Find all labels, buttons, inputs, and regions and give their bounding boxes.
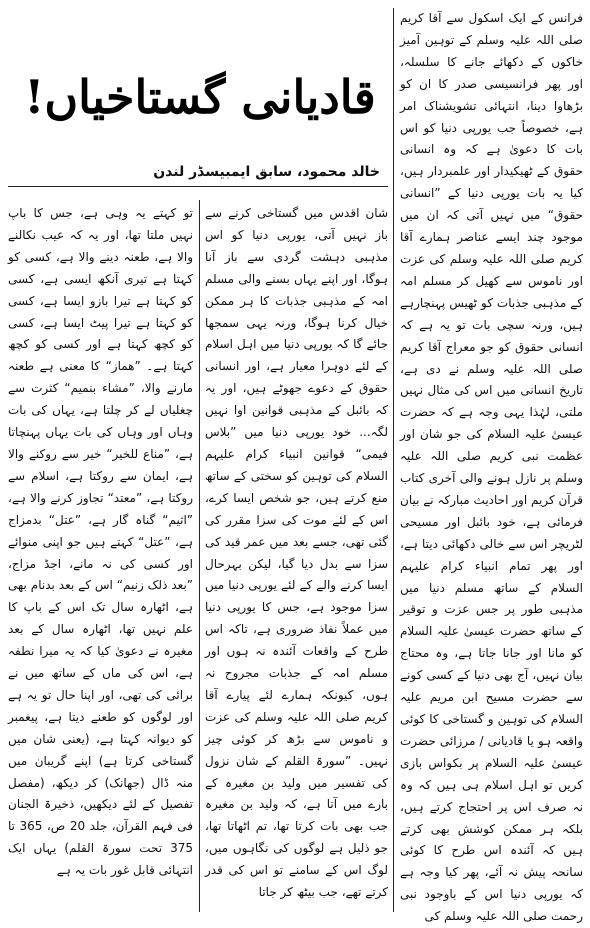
column-divider: [393, 8, 394, 912]
article-column-right: [400, 8, 583, 924]
article-column-left: [8, 203, 193, 916]
column-divider: [199, 200, 200, 912]
article-byline: خالد محمود، سابق ایمبیسڈر لندن: [153, 164, 380, 180]
column-text: فرانس کے ایک اسکول سے آقا کریم صلی اللہ علیہ وسلم کے توہین آمیز خاکوں کے دکھائے جانے کا سلسلہ، اور پھر فرانسیسی صدر کا ان کو بڑھاوا دینا، انتہائی تشویشناک امر ہے، خصوصاً جب یورپی دنیا کو اس بات کا دعویٰ ہے کہ وہ انسانی حقوق کے ٹھیکیدار اور علمبردار ہیں، کیا یہ بات یورپی دنیا کے ”انسانی حقوق“ میں نہیں آتی کہ ان میں موجود چند ایسے عناصر ہمارے آقا کریم صلی اللہ علیہ وسلم کی عزت اور ناموس سے کھیل کر مسلم امہ کے مذہبی جذبات کو ٹھیس پہنچارہے ہیں، ورنہ سچی بات تو یہ ہے کہ انسانی حقوق کو جو معراج آقا کریم صلی اللہ علیہ وسلم نے دی ہے، تاریخ انسانی میں اس کی مثال نہیں ملتی، لہٰذا یہی وجہ ہے کہ حضرت عیسیٰ علیہ السلام کی جو شان اور عظمت نبی کریم صلی اللہ علیہ وسلم پر نازل ہونے والی آخری کتاب قرآن کریم اور احادیث مبارکہ نے بیان فرمائی ہے، خود بائبل اور مسیحی لٹریچر اس سے خالی دکھائی دیتا ہے، اور پھر تمام انبیاء کرام علیہم السلام کے ساتھ مسلم دنیا میں مذہبی طور پر جس عزت و توقیر کے ساتھ حضرت عیسیٰ علیہ السلام کو مانا اور جانا جاتا ہے، وہ محتاج بیان نہیں، آج بھی دنیا کے کسی کونے سے حضرت مسیح ابن مریم علیہ السلام کی توہین و گستاخی کا کوئی واقعہ ہو یا قادیانی / مرزائی حضرت عیسیٰ علیہ السلام پر بکواس بازی کریں تو اہل اسلام ہی ہیں کہ وہ نہ صرف اس پر احتجاج کرتے ہیں، بلکہ ہر ممکن کوشش بھی کرتے ہیں کہ آئندہ اس طرح کا کوئی سانحہ پیش نہ آئے، پھر کیا وجہ ہے کہ یورپی دنیا اس کے باوجود نبی رحمت صلی اللہ علیہ وسلم کی: [400, 11, 583, 924]
article-headline: قادیانی گستاخیاں!: [24, 70, 376, 124]
byline-divider: [8, 186, 388, 187]
column-text: تو کہتے یہ وہی ہے، جس کا باپ نہیں ملتا تھا، اور یہ کہ عیب نکالنے والا ہے، طعنہ دینے والا ہے، کسی کو کہتا ہے تیری آنکھ ایسی ہے، کسی کو کہتا ہے تیرا بازو ایسا ہے، کسی کو کہتا ہے تیرا پیٹ ایسا ہے، کسی کو کچھ کہتا ہے اور کسی کو کچھ کہتا ہے۔ ”ھماز“ کا معنی ہے طعنہ مارنے والا، ”مشاء بنمیم“ کثرت سے چغلیاں لے کر چلتا ہے، یہاں کی بات وہاں اور وہاں کی بات یہاں پہنچاتا ہے، ”مناع للخیر“ خیر سے روکنے والا ہے، ایمان سے روکتا ہے، اسلام سے روکتا ہے، ”معتد“ تجاوز کرنے والا ہے، ”اثیم“ گناہ گار ہے، ”عتل“ بدمزاج ہے، ”عتل“ کہتے ہیں جو اپنی منوائے اور کسی کی نہ مانے، اجڈ مزاج، ”بعد ذلک زنیم“ اس کے بعد بدنام بھی ہے، اٹھارہ سال تک اس کے باپ کا علم نہیں تھا، اٹھارہ سال کے بعد مغیرہ نے دعویٰ کیا کہ یہ میرا نطفہ ہے، اس کی ماں کے ساتھ میں نے برائی کی تھی، اور اپنا حال تو یہ ہے اور لوگوں کو طعنے دیتا ہے، پیغمبر کو دیوانہ کہتا ہے، (یعنی شان میں گستاخی کرتا ہے) اپنے گریبان میں منہ ڈال (جھانک) کر دیکھ، (مفصل تفصیل کے لئے دیکھیں، ذخیرۃ الجنان فی فہم القرآن، جلد 20 ص، 365 تا 375 تحت سورۃ القلم) یہاں ایک انتہائی قابل غور بات یہ ہے: [8, 206, 194, 878]
article-column-middle: [205, 203, 388, 916]
column-text: شان اقدس میں گستاخی کرنے سے باز نہیں آتی، یورپی دنیا کو اس مذہبی دہشت گردی سے باز آنا ہوگا، اور اپنے یہاں بسنے والی مسلم امہ کے مذہبی جذبات کا ہر ممکن خیال کرنا ہوگا، ورنہ یہی سمجھا جائے گا کہ یورپی دنیا میں اہل اسلام کے لئے دوہرا معیار ہے، اور انسانی حقوق کے دعوے جھوٹے ہیں، اور یہ کہ بائبل کے مذہبی قوانین اوا نہیں لگہ... خود یورپی دنیا میں ”بلاس فیمی“ قوانین انبیاء کرام علیہم السلام کی توہین کو سختی کے ساتھ منع کرتے ہیں، جو شخص ایسا کرے، اس کے لئے موت کی سزا مقرر کی گئی تھی، جسے بعد میں عمر قید کی سزا سے بدل دیا گیا، لیکن بہرحال ایسا کرنے والے کے لئے یورپی دنیا میں سزا موجود ہے، جس کا یورپی دنیا میں عملاً نفاذ ضروری ہے، تاکہ اس طرح کے واقعات آئندہ نہ ہوں اور مسلم امہ کے جذبات مجروح نہ ہوں، کیونکہ ہمارے لئے پیارے آقا کریم صلی اللہ علیہ وسلم کی عزت و ناموس سے بڑھ کر کوئی چیز نہیں۔ ”سورۃ القلم کے شان نزول کی تفسیر میں ولید بن مغیرہ کے بارے میں آتا ہے، کہ ولید بن مغیرہ جب بھی بات کرتا تھا، تم اٹھاتا تھا، جو ذلیل ہے لوگوں کی نگاہوں میں، لوگ اس کے سامنے تو اس کی قدر کرتے تھے، جب بیٹھ کر جاتا: [205, 206, 388, 900]
